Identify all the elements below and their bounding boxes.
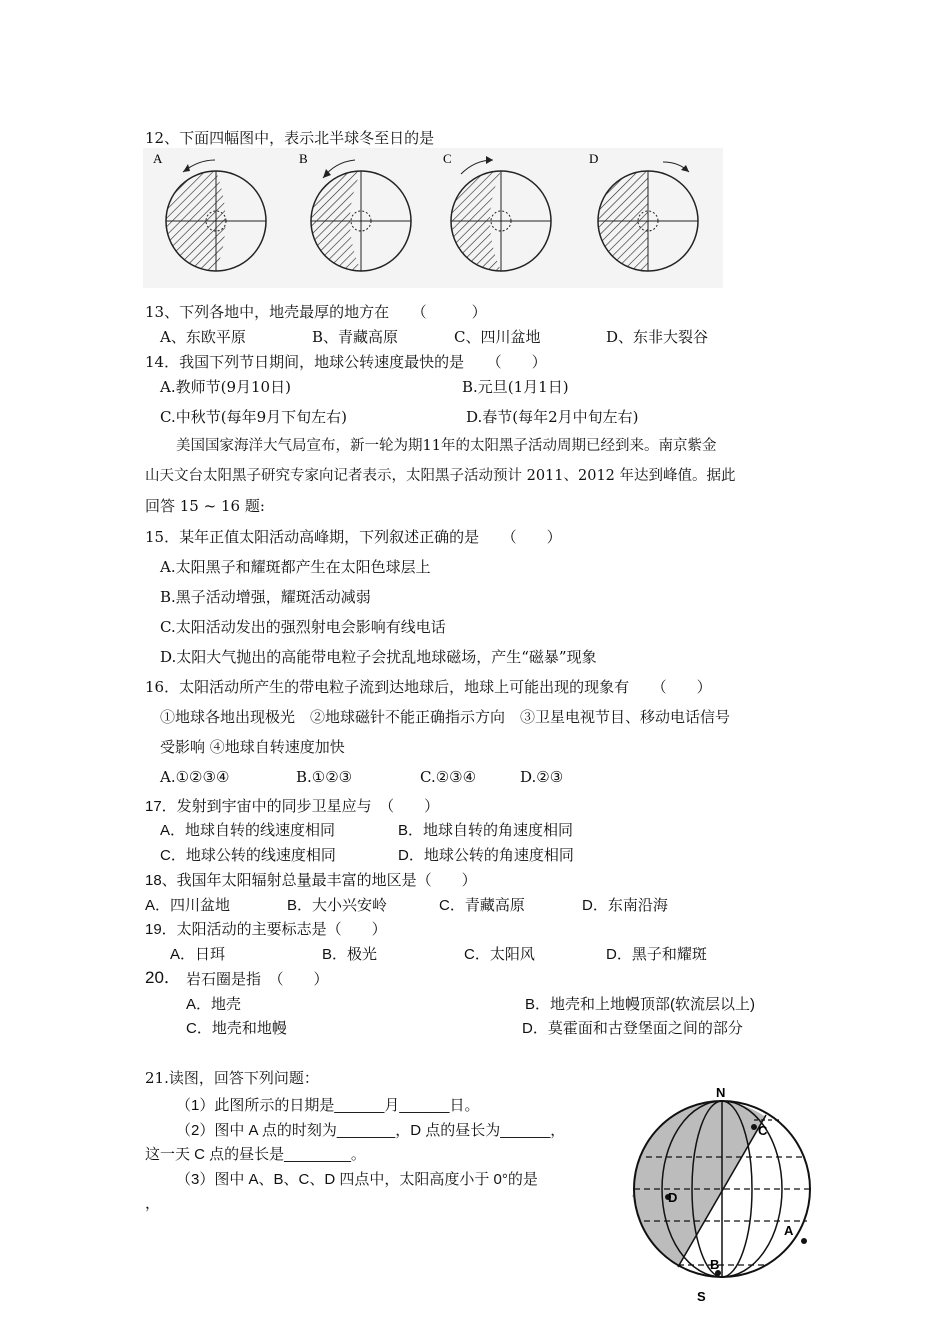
q13-option-c: C、四川盆地 — [454, 328, 541, 346]
q21-part-1: （1）此图所示的日期是______月______日。 — [176, 1097, 480, 1114]
q18-option-b: B．大小兴安岭 — [287, 897, 388, 914]
q21-part-2b: 这一天 C 点的昼长是________。 — [145, 1146, 366, 1163]
q12-label-a: A — [153, 151, 163, 166]
label-b: B — [710, 1257, 720, 1272]
q18-option-c: C．青藏高原 — [439, 897, 525, 914]
q17-option-c: C．地球公转的线速度相同 — [160, 847, 336, 864]
q21-globe-svg — [620, 1085, 820, 1305]
q21-part-3: （3）图中 A、B、C、D 四点中，太阳高度小于 0°的是 — [176, 1171, 538, 1188]
label-c: C — [758, 1123, 768, 1138]
q13-option-d: D、东非大裂谷 — [606, 328, 709, 346]
passage-line-1: 美国国家海洋大气局宣布，新一轮为期11年的太阳黑子活动周期已经到来。南京紫金 — [176, 438, 717, 454]
q14-option-c: C.中秋节(每年9月下旬左右) — [160, 408, 347, 426]
q19-option-c: C．太阳风 — [464, 946, 535, 963]
label-n: N — [716, 1085, 726, 1100]
q15-option-a: A.太阳黑子和耀斑都产生在太阳色球层上 — [160, 558, 431, 576]
q19-option-b: B．极光 — [322, 946, 378, 963]
q20-option-b: B．地壳和上地幔顶部(软流层以上) — [525, 996, 755, 1013]
q21-part-3b: ， — [145, 1195, 161, 1212]
q20-stem: 岩石圈是指 （ ） — [186, 971, 329, 988]
q14-option-d: D.春节(每年2月中旬左右) — [466, 408, 639, 426]
q16-line-1: ①地球各地出现极光 ②地球磁针不能正确指示方向 ③卫星电视节目、移动电话信号 — [160, 708, 731, 726]
q15-option-b: B.黑子活动增强，耀斑活动减弱 — [160, 588, 371, 606]
q16-option-a: A.①②③④ — [160, 768, 230, 786]
passage-line-3: 回答 15 ~ 16 题: — [145, 497, 265, 515]
q16-line-2: 受影响 ④地球自转速度加快 — [160, 738, 345, 756]
q20-option-a: A．地壳 — [186, 996, 242, 1013]
q14-option-a: A.教师节(9月10日) — [160, 378, 291, 396]
q17-option-d: D．地球公转的角速度相同 — [398, 847, 574, 864]
q14-stem: 14．我国下列节日期间，地球公转速度最快的是 （ ） — [145, 353, 547, 371]
q19-option-a: A．日珥 — [170, 946, 226, 963]
q17-stem: 17．发射到宇宙中的同步卫星应与 （ ） — [145, 798, 440, 815]
q13-stem: 13、下列各地中，地壳最厚的地方在 （ ） — [145, 303, 487, 321]
q15-option-c: C.太阳活动发出的强烈射电会影响有线电话 — [160, 618, 446, 636]
q13-option-b: B、青藏高原 — [312, 328, 399, 346]
q21-stem: 21.读图，回答下列问题： — [145, 1069, 319, 1087]
point-a — [801, 1238, 807, 1244]
q16-option-d: D.②③ — [520, 768, 564, 786]
q18-stem: 18、我国年太阳辐射总量最丰富的地区是（ ） — [145, 872, 477, 889]
passage-line-2: 山天文台太阳黑子研究专家向记者表示，太阳黑子活动预计 2011、2012 年达到峰值。据此 — [145, 468, 736, 484]
q20-option-c: C．地壳和地幔 — [186, 1020, 287, 1037]
q20-number: 20． — [145, 968, 181, 987]
q18-option-a: A．四川盆地 — [145, 897, 231, 914]
point-c — [751, 1124, 757, 1130]
q12-stem: 12、下面四幅图中，表示北半球冬至日的是 — [145, 129, 435, 147]
q18-option-d: D．东南沿海 — [582, 897, 668, 914]
q12-label-d: D — [589, 151, 599, 166]
q13-option-a: A、东欧平原 — [160, 328, 246, 346]
q15-stem: 15．某年正值太阳活动高峰期，下列叙述正确的是 （ ） — [145, 528, 562, 546]
label-a: A — [784, 1223, 794, 1238]
q19-option-d: D．黑子和耀斑 — [606, 946, 707, 963]
q12-label-c: C — [443, 151, 452, 166]
q21-part-2: （2）图中 A 点的时刻为_______，D 点的昼长为______， — [176, 1122, 566, 1139]
q16-option-c: C.②③④ — [420, 768, 477, 786]
q14-option-b: B.元旦(1月1日) — [462, 378, 569, 396]
q20-option-d: D．莫霍面和古登堡面之间的部分 — [522, 1020, 743, 1037]
q16-stem: 16．太阳活动所产生的带电粒子流到达地球后，地球上可能出现的现象有 （ ） — [145, 678, 712, 696]
q21-figure — [620, 1085, 820, 1305]
q12-figures — [143, 148, 723, 288]
q17-option-b: B．地球自转的角速度相同 — [398, 822, 574, 839]
q17-option-a: A．地球自转的线速度相同 — [160, 822, 336, 839]
label-s: S — [697, 1289, 706, 1304]
q12-globes-svg — [143, 148, 723, 288]
q16-option-b: B.①②③ — [296, 768, 353, 786]
label-d: D — [668, 1190, 678, 1205]
q15-option-d: D.太阳大气抛出的高能带电粒子会扰乱地球磁场，产生“磁暴”现象 — [160, 648, 597, 666]
q19-stem: 19．太阳活动的主要标志是（ ） — [145, 921, 387, 938]
q12-label-b: B — [299, 151, 308, 166]
